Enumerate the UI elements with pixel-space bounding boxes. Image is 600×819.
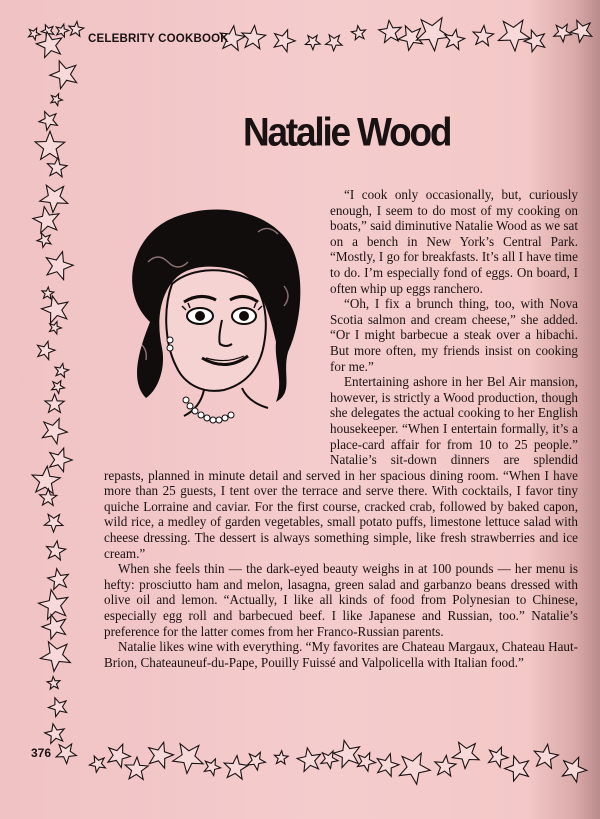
border-star-icon [297,748,321,772]
border-star-icon [435,755,456,776]
border-star-icon [399,753,430,784]
border-star-icon [42,615,66,640]
border-star-icon [274,30,295,52]
page-title: Natalie Wood [243,110,451,155]
border-star-icon [40,642,70,672]
border-star-icon [274,751,288,764]
border-star-icon [48,698,66,717]
border-star-icon [37,233,51,247]
border-star-icon [125,757,148,779]
border-star-icon [55,364,69,378]
border-star-icon [56,744,76,764]
border-star-icon [505,756,529,781]
border-star-icon [89,756,105,772]
border-star-icon [377,754,399,777]
border-star-icon [40,489,57,506]
border-star-icon [47,158,67,177]
paragraph: “Oh, I fix a brunch thing, too, with Nova Scotia salmon and cream cheese,” she added. “Or I might barbecue a steak over a hibachi. But more often, my friends insist on cooking for me.” [330,296,578,374]
article-body [104,187,578,670]
border-star-icon [50,448,72,472]
paragraph: Natalie likes wine with everything. “My favorites are Chateau Margaux, Chateau Haut-Brion, Chateauneuf-du-Pape, Pouilly Fuissé and Valpolicella with Italian food.” [104,639,578,670]
page-number: 376 [31,746,52,760]
border-star-icon [473,26,494,46]
border-star-icon [562,757,586,782]
illustration-space [104,187,330,463]
border-star-icon [39,590,68,620]
border-star-icon [224,756,248,780]
border-star-icon [452,742,479,768]
border-star-icon [333,740,359,767]
border-star-icon [50,322,62,334]
paragraph: Entertaining ashore in her Bel Air mansion, however, is strictly a Wood production, though she delegates the actual cooking to her English housekeeper. “When I entertain formally, it’s a place-card affair for from 10 to 25 people.” Natalie’s sit-down dinners are splendid repasts, planned in minute detail and served in her spacious dining room. “When I have more than 25 guests, I tent over the terrace and serve there. With cocktails, I favor tiny quiche Lorraine and caviar. For the first course, cracked crab, followed by baked capon, wild rice, a medley of garden vegetables, small potato puffs, limestone lettuce salad with cheese dressing. The dessert is always something simple, like fresh strawberries and ice cream.” [104,374,578,561]
border-star-icon [351,26,365,40]
border-star-icon [445,29,465,49]
paragraph: “I cook only occasionally, but, curiously enough, I seem to do most of my cooking on boats,” said diminutive Natalie Wood as we sat on a bench in New York’s Central Park. “Mostly, I go for breakfasts. It’s all I have time to do. I’m especially fond of eggs. On board, I often whip up eggs ranchero. [330,187,578,296]
border-star-icon [108,744,131,767]
border-star-icon [38,341,56,359]
border-star-icon [48,569,69,590]
border-star-icon [35,131,65,159]
border-star-icon [45,394,64,412]
border-star-icon [554,24,572,42]
border-star-icon [305,35,320,49]
border-star-icon [326,35,343,51]
border-star-icon [36,32,61,58]
border-star-icon [524,30,545,52]
border-star-icon [45,724,64,744]
border-star-icon [498,20,530,51]
border-star-icon [50,61,77,89]
border-star-icon [42,419,67,444]
border-star-icon [149,742,174,768]
border-star-icon [56,24,68,37]
running-header: CELEBRITY COOKBOOK [88,33,229,45]
border-star-icon [204,759,220,776]
border-star-icon [42,296,68,323]
border-star-icon [46,252,73,280]
border-star-icon [44,514,63,532]
border-star-icon [357,753,375,772]
border-star-icon [248,752,266,770]
border-star-icon [32,466,60,494]
border-star-icon [39,112,58,131]
border-star-icon [47,677,60,690]
border-star-icon [52,381,65,394]
border-star-icon [33,207,59,233]
border-star-icon [489,747,509,767]
border-star-icon [534,744,558,768]
border-star-icon [570,20,592,42]
paragraph: When she feels thin — the dark-eyed beauty weighs in at 100 pounds — her menu is hefty: prosciutto ham and melon, lasagna, green salad and garbanzo beans dressed with olive oil and lemon. “Actually, I like all kinds of food from Polynesian to Chinese, especially egg roll and barbecued beef. I like Japanese and Russian, too.” Natalie’s preference for the latter comes from her Franco-Russian parents. [104,561,578,639]
border-star-icon [69,22,84,37]
border-star-icon [47,541,66,560]
border-star-icon [173,744,203,774]
border-star-icon [29,28,41,40]
border-star-icon [417,18,451,51]
border-star-icon [242,26,266,49]
border-star-icon [51,94,63,106]
